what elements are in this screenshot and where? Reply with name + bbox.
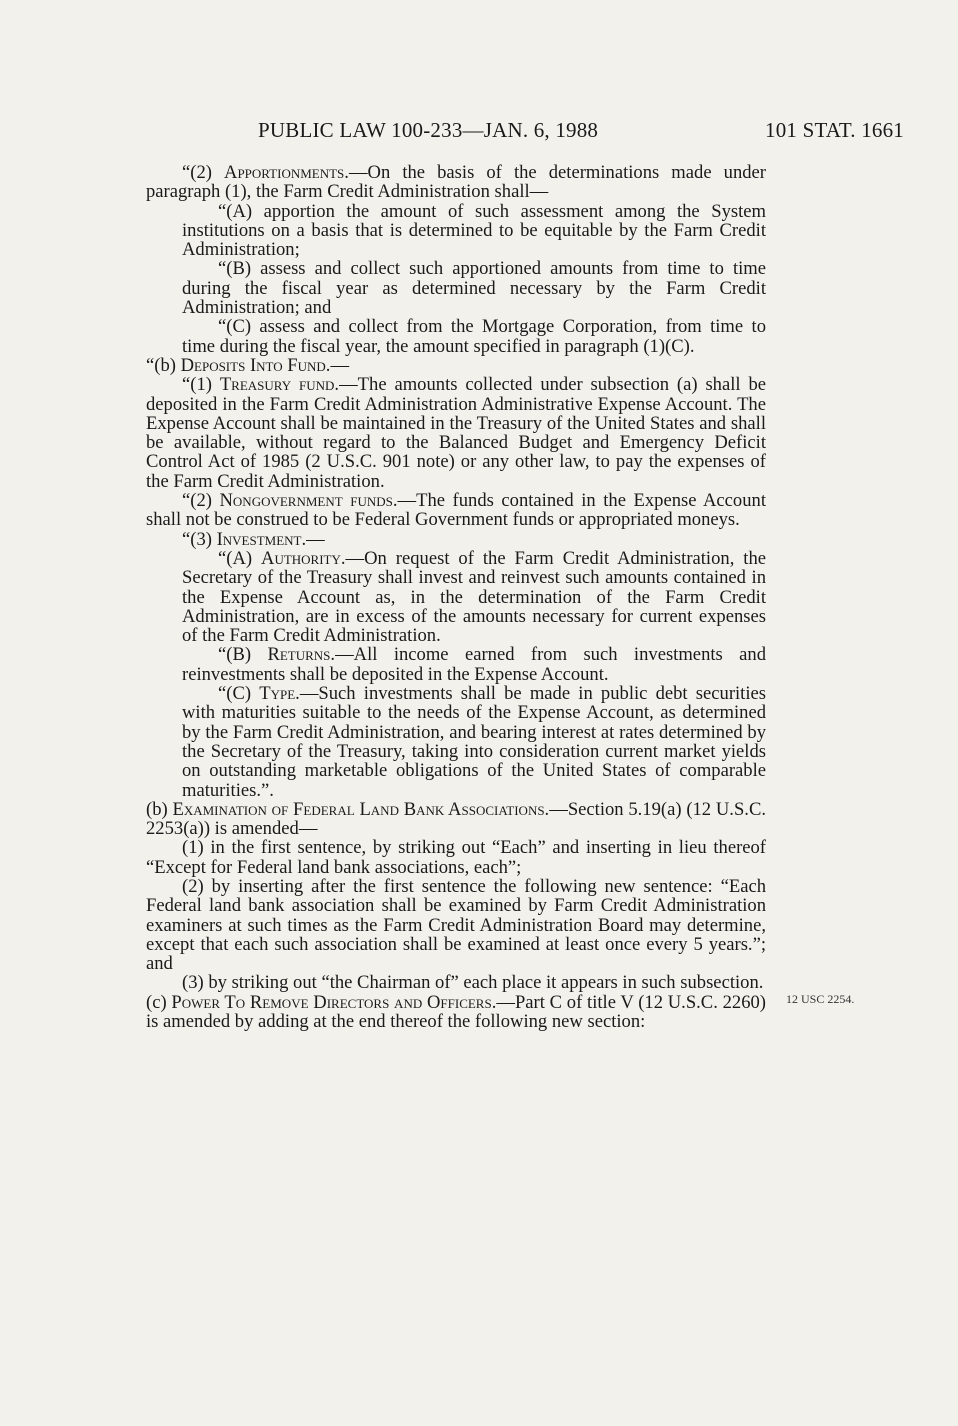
header-page-number: 101 STAT. 1661 (765, 118, 904, 142)
section-heading: Authority. (261, 547, 346, 569)
paragraph-text: —The funds contained in the Expense Account shall not be construed to be Federal Government funds or appropriated moneys. (146, 490, 766, 531)
paragraph-text: —Such investments shall be made in public debt securities with maturities suitable to the needs of the Expense Account, as determined by the Farm Credit Administration, and bearing interest at rates determined by the Secretary of the Treasury, taking into consideration current market yields on outstanding marketable obligations of the United States of comparable maturities.”. (182, 683, 767, 801)
margin-citation: 12 USC 2254. (786, 992, 855, 1006)
paragraph (146, 877, 766, 973)
paragraph-text: “(A) (218, 547, 262, 569)
paragraph-text: — (306, 528, 325, 550)
paragraph (146, 356, 766, 375)
paragraph (146, 838, 766, 877)
paragraph (146, 973, 766, 992)
paragraph-text: “(A) apportion the amount of such assessment among the System institutions on a basis that is determined to be equitable by the Farm Credit Administration; (182, 200, 766, 261)
paragraph-text: “(B) (218, 644, 268, 666)
section-heading: Type. (259, 683, 300, 705)
paragraph-text: “(b) (146, 354, 181, 376)
paragraph-text: “(C) (218, 683, 260, 705)
body-text (146, 163, 766, 1031)
paragraph (146, 317, 766, 356)
paragraph-text: “(1) (182, 374, 220, 396)
paragraph (146, 645, 766, 684)
section-heading: Power To Remove Directors and Officers. (171, 991, 497, 1013)
paragraph-text: —On the basis of the determinations made under paragraph (1), the Farm Credit Administration shall— (146, 162, 766, 203)
section-heading: Deposits Into Fund. (180, 354, 331, 376)
paragraph (146, 202, 766, 260)
header-title: PUBLIC LAW 100-233—JAN. 6, 1988 (258, 118, 599, 142)
paragraph-text: (c) (146, 991, 172, 1013)
paragraph-text: —All income earned from such investments and reinvestments shall be deposited in the Expense Account. (182, 644, 767, 685)
section-heading: Nongovernment funds. (219, 490, 398, 512)
paragraph-text: (3) by striking out “the Chairman of” each place it appears in such subsection. (182, 972, 764, 994)
paragraph (146, 993, 766, 1032)
paragraph (146, 530, 766, 549)
paragraph (146, 163, 766, 202)
section-heading: Investment. (216, 528, 307, 550)
section-heading: Examination of Federal Land Bank Associations. (172, 798, 550, 820)
paragraph (146, 800, 766, 839)
paragraph-text: “(3) (182, 528, 217, 550)
paragraph-text: —Section 5.19(a) (12 U.S.C. 2253(a)) is amended— (146, 798, 766, 840)
section-heading: Apportionments. (224, 162, 349, 183)
paragraph (146, 259, 766, 317)
paragraph (146, 684, 766, 800)
paragraph-text: “(2) (182, 162, 225, 183)
paragraph (146, 375, 766, 491)
section-heading: Returns. (267, 644, 336, 666)
paragraph-text: (2) by inserting after the first sentence the following new sentence: “Each Federal land bank association shall be examined by Farm Credit Administration examiners at such times as the Farm Credit Administration Board may determine, except that each such association shall be examined at least once every 5 years.”; and (146, 875, 766, 975)
paragraph-text: “(B) assess and collect such apportioned amounts from time to time during the fiscal year as determined necessary by the Farm Credit Administration; and (182, 258, 766, 319)
paragraph (146, 491, 766, 530)
paragraph-text: —On request of the Farm Credit Administration, the Secretary of the Treasury shall invest and reinvest such amounts contained in the Expense Account as, in the determination of the Farm Credit Administration, are in excess of the amounts necessary for current expenses of the Farm Credit Administration. (182, 547, 767, 647)
paragraph-text: —Part C of title V (12 U.S.C. 2260) is amended by adding at the end thereof the following new section: (146, 991, 766, 1033)
paragraph-text: — (330, 354, 350, 376)
paragraph (146, 549, 766, 645)
paragraph-text: (1) in the first sentence, by striking out “Each” and inserting in lieu thereof “Except for Federal land bank associations, each”; (146, 837, 766, 878)
paragraph-text: “(2) (182, 490, 220, 512)
paragraph-text: —The amounts collected under subsection (a) shall be deposited in the Farm Credit Administration Administrative Expense Account. The Expense Account shall be maintained in the Treasury of the United States and shall be available, without regard to the Balanced Budget and Emergency Deficit Control Act of 1985 (2 U.S.C. 901 note) or any other law, to pay the expenses of the Farm Credit Administration. (146, 374, 766, 492)
paragraph-text: (b) (146, 798, 173, 820)
section-heading: Treasury fund. (219, 374, 340, 396)
paragraph-text: “(C) assess and collect from the Mortgage Corporation, from time to time during the fiscal year, the amount specified in paragraph (1)(C). (182, 316, 766, 357)
